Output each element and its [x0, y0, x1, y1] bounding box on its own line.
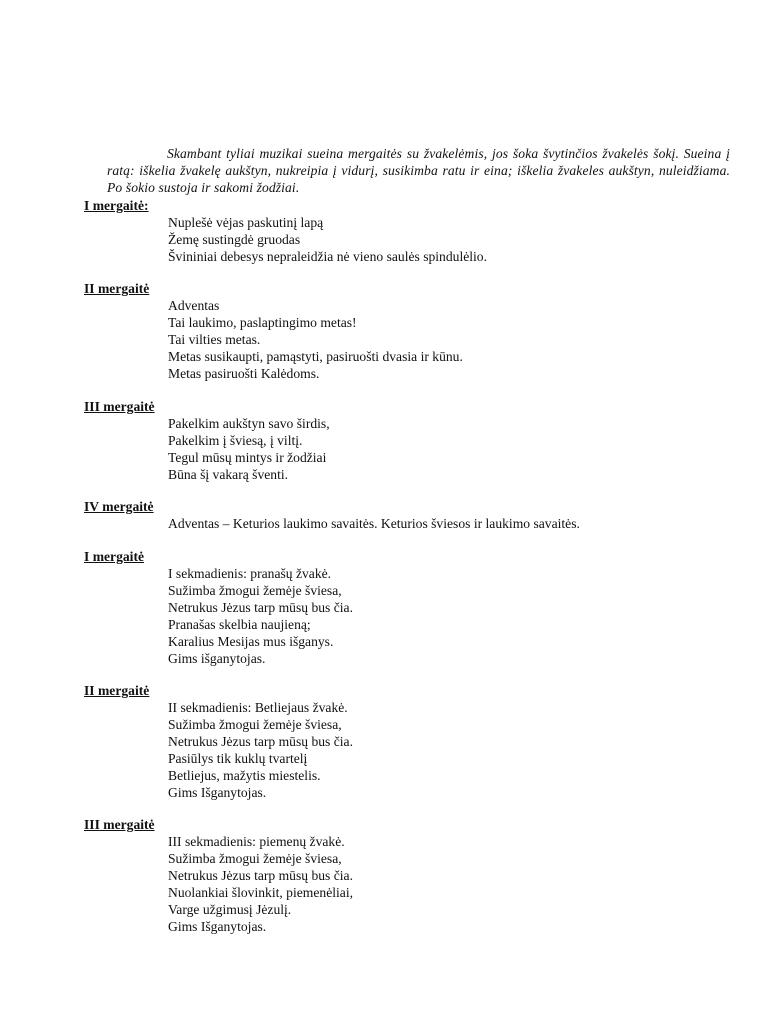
- verse-line: Netrukus Jėzus tarp mūsų bus čia.: [168, 734, 353, 749]
- verse-section-1: [84, 197, 704, 265]
- verse-line: Metas susikaupti, pamąstyti, pasiruošti dvasia ir kūnu.: [168, 349, 463, 364]
- speaker-heading: IV mergaitė: [84, 499, 154, 514]
- verse-section-6: [84, 682, 704, 801]
- verse-lines: [168, 297, 704, 382]
- verse-line: I sekmadienis: pranašų žvakė.: [168, 566, 332, 581]
- intro-paragraph: Skambant tyliai muzikai sueina mergaitės su žvakelėmis, jos šoka švytinčios žvakelės šokį. Sueina į ratą: iškelia žvakelę aukštyn, nukreipia į vidurį, susikimba ratu ir eina; iškelia žvakeles aukštyn, nuleidžiama. Po šokio sustoja ir sakomi žodžiai.: [107, 146, 730, 195]
- verse-line: Gims Išganytojas.: [168, 785, 267, 800]
- verse-line: Betliejus, mažytis miestelis.: [168, 768, 321, 783]
- verse-section-7: [84, 816, 704, 935]
- verse-line: Netrukus Jėzus tarp mūsų bus čia.: [168, 600, 353, 615]
- verse-line: Žemę sustingdė gruodas: [168, 232, 301, 247]
- verse-line: Nuplešė vėjas paskutinį lapą: [168, 215, 324, 230]
- verse-line: Metas pasiruošti Kalėdoms.: [168, 366, 320, 381]
- verse-lines: [168, 833, 704, 935]
- verse-line: Švininiai debesys nepraleidžia nė vieno saulės spindulėlio.: [168, 249, 488, 264]
- verse-section-3: [84, 398, 704, 483]
- speaker-heading: I mergaitė: [84, 549, 145, 564]
- speaker-heading: II mergaitė: [84, 281, 150, 296]
- verse-line: Pakelkim aukštyn savo širdis,: [168, 416, 330, 431]
- verse-line: Tai vilties metas.: [168, 332, 261, 347]
- verse-line: Sužimba žmogui žemėje šviesa,: [168, 851, 342, 866]
- verse-line: II sekmadienis: Betliejaus žvakė.: [168, 700, 348, 715]
- verse-line: Nuolankiai šlovinkit, piemenėliai,: [168, 885, 353, 900]
- speaker-heading: II mergaitė: [84, 683, 150, 698]
- verse-line: III sekmadienis: piemenų žvakė.: [168, 834, 345, 849]
- verse-line: Adventas: [168, 298, 220, 313]
- verse-line: Tegul mūsų mintys ir žodžiai: [168, 450, 327, 465]
- speaker-heading: I mergaitė:: [84, 198, 149, 213]
- speaker-heading: III mergaitė: [84, 399, 155, 414]
- verse-line: Pranašas skelbia naujieną;: [168, 617, 311, 632]
- verse-line: Varge užgimusį Jėzulį.: [168, 902, 292, 917]
- verse-line: Sužimba žmogui žemėje šviesa,: [168, 583, 342, 598]
- verse-lines: [168, 565, 704, 667]
- verse-line: Sužimba žmogui žemėje šviesa,: [168, 717, 342, 732]
- speaker-heading: III mergaitė: [84, 817, 155, 832]
- verse-lines: [168, 515, 704, 532]
- verse-section-4: [84, 498, 704, 532]
- verse-line: Gims Išganytojas.: [168, 919, 267, 934]
- verse-line: Adventas – Keturios laukimo savaitės. Keturios šviesos ir laukimo savaitės.: [168, 516, 580, 531]
- verse-line: Pakelkim į šviesą, į viltį.: [168, 433, 303, 448]
- verse-line: Tai laukimo, paslaptingimo metas!: [168, 315, 357, 330]
- verse-section-2: [84, 280, 704, 382]
- verse-lines: [168, 415, 704, 483]
- verse-line: Gims išganytojas.: [168, 651, 266, 666]
- verse-line: Netrukus Jėzus tarp mūsų bus čia.: [168, 868, 353, 883]
- verse-line: Būna šį vakarą šventi.: [168, 467, 289, 482]
- verse-lines: [168, 699, 704, 801]
- verse-section-5: [84, 548, 704, 667]
- verse-line: Karalius Mesijas mus išganys.: [168, 634, 334, 649]
- verse-lines: [168, 214, 704, 265]
- verse-line: Pasiūlys tik kuklų tvartelį: [168, 751, 308, 766]
